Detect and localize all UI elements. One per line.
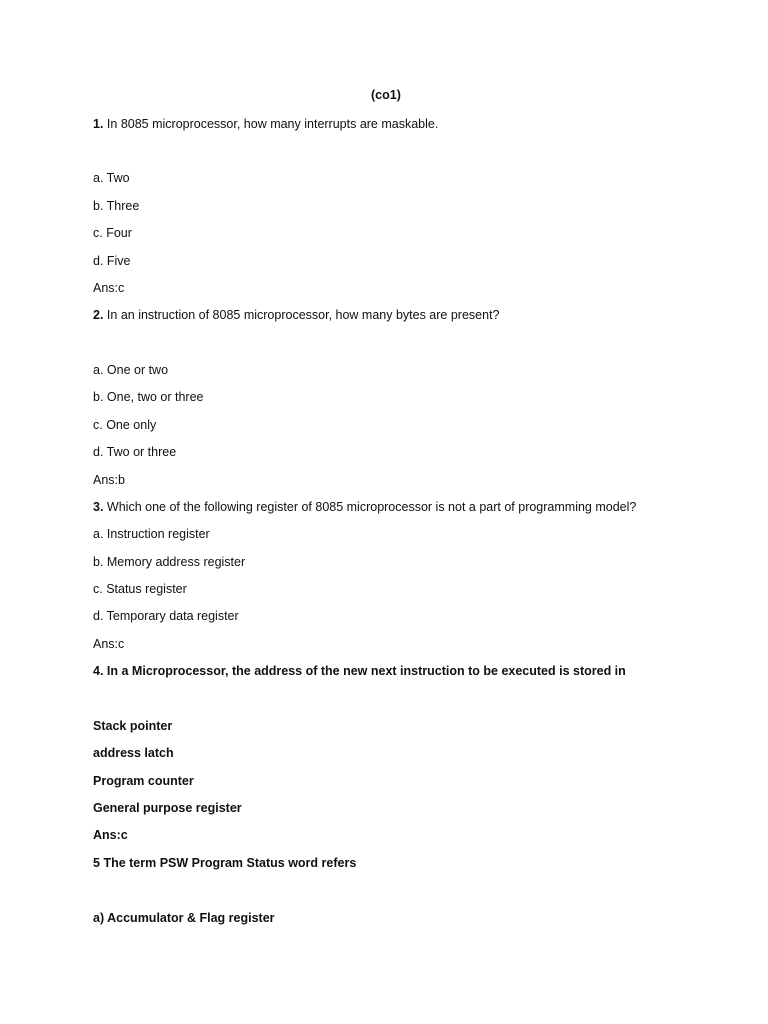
option: Stack pointer	[93, 719, 173, 733]
question-number: 5	[93, 856, 100, 870]
question-text: Which one of the following register of 8085 microprocessor is not a part of programming model?	[106, 500, 637, 514]
option: c. Status register	[93, 582, 187, 596]
question-number: 3.	[93, 500, 104, 514]
option: d. Five	[93, 254, 131, 268]
answer: Ans:c	[93, 281, 125, 295]
question-text: The term PSW Program Status word refers	[103, 856, 357, 870]
question-text: In an instruction of 8085 microprocessor, how many bytes are present?	[106, 308, 500, 322]
option: a. Instruction register	[93, 527, 210, 541]
question-number: 2.	[93, 308, 104, 322]
question-text: In a Microprocessor, the address of the new next instruction to be executed is stored in	[106, 664, 626, 678]
question-text: In 8085 microprocessor, how many interrupts are maskable.	[106, 117, 439, 131]
option: b. Three	[93, 199, 140, 213]
answer: Ans:b	[93, 473, 125, 487]
option: b. One, two or three	[93, 390, 204, 404]
question-number: 1.	[93, 117, 104, 131]
question-2	[93, 307, 500, 323]
option: d. Temporary data register	[93, 609, 239, 623]
option: c. Four	[93, 226, 132, 240]
option: a. One or two	[93, 363, 169, 377]
answer: Ans:c	[93, 828, 128, 842]
question-1	[93, 116, 438, 132]
option: a. Two	[93, 171, 130, 185]
question-3	[93, 499, 636, 515]
question-number: 4.	[93, 664, 104, 678]
option: address latch	[93, 746, 174, 760]
option: Program counter	[93, 774, 194, 788]
question-5	[93, 855, 356, 871]
option: c. One only	[93, 418, 157, 432]
page-heading: (co1)	[371, 88, 401, 102]
option: General purpose register	[93, 801, 242, 815]
option: d. Two or three	[93, 445, 177, 459]
option: b. Memory address register	[93, 555, 246, 569]
option: a) Accumulator & Flag register	[93, 911, 275, 925]
answer: Ans:c	[93, 637, 125, 651]
question-4	[93, 663, 626, 679]
